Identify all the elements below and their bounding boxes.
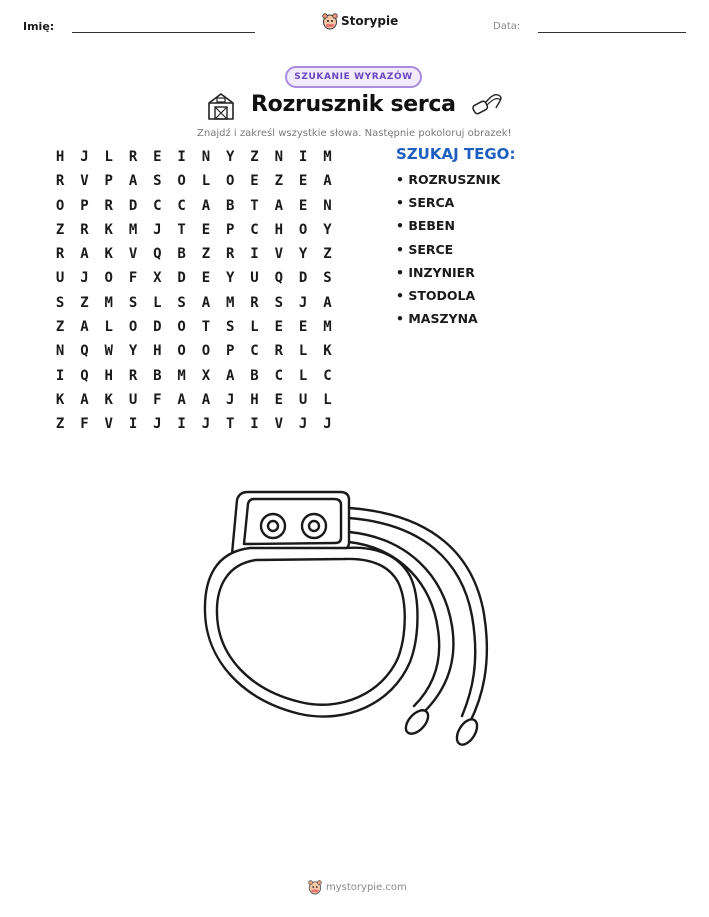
grid-letter[interactable]: J (226, 391, 235, 408)
grid-row (48, 388, 364, 412)
grid-letter[interactable]: Z (55, 319, 65, 336)
grid-letter[interactable]: K (55, 391, 65, 408)
grid-letter[interactable]: T (201, 319, 211, 336)
grid-letter[interactable]: T (226, 416, 235, 433)
grid-row (48, 412, 364, 436)
grid-letter[interactable]: R (128, 149, 138, 165)
footer (308, 879, 407, 895)
grid-letter[interactable]: V (80, 173, 89, 190)
grid-letter[interactable]: A (80, 246, 89, 263)
grid-row (48, 169, 364, 193)
grid-row (48, 266, 364, 290)
grid-letter[interactable]: P (104, 173, 113, 190)
grid-letter[interactable]: O (55, 197, 65, 214)
barn-icon (206, 91, 236, 121)
grid-letter[interactable]: Y (128, 343, 138, 360)
grid-letter[interactable]: T (250, 197, 259, 214)
grid-letter[interactable]: B (177, 246, 186, 263)
grid-letter[interactable]: A (80, 319, 89, 336)
grid-letter[interactable]: Z (250, 149, 259, 165)
grid-letter[interactable]: A (274, 197, 284, 214)
grid-letter[interactable]: C (323, 367, 332, 384)
grid-letter[interactable]: Q (274, 270, 284, 287)
grid-letter[interactable]: M (226, 294, 235, 311)
grid-letter[interactable]: R (55, 173, 65, 190)
grid-letter[interactable]: M (323, 319, 332, 336)
grid-row (48, 291, 364, 315)
grid-letter[interactable]: B (250, 367, 259, 384)
category-badge: SZUKANIE WYRAZÓW (285, 66, 422, 88)
grid-letter[interactable]: L (323, 391, 332, 408)
grid-letter[interactable]: A (128, 173, 138, 190)
grid-letter[interactable]: H (104, 367, 113, 384)
grid-letter[interactable]: L (298, 343, 308, 360)
grid-letter[interactable]: K (104, 391, 113, 408)
grid-letter[interactable]: H (55, 149, 65, 165)
grid-letter[interactable]: P (226, 221, 235, 238)
grid-letter[interactable]: V (274, 416, 284, 433)
grid-letter[interactable]: A (177, 391, 186, 408)
grid-letter[interactable]: Q (153, 246, 162, 263)
grid-letter[interactable]: A (201, 294, 211, 311)
grid-letter[interactable]: R (274, 343, 284, 360)
grid-letter[interactable]: M (128, 221, 138, 238)
storypie-mascot-icon (308, 879, 322, 895)
word-list-item: • MASZYNA (396, 311, 478, 327)
grid-letter[interactable]: K (323, 343, 332, 360)
grid-letter[interactable]: K (104, 221, 113, 238)
grid-letter[interactable]: N (55, 343, 65, 360)
grid-letter[interactable]: E (153, 149, 162, 165)
grid-row (48, 218, 364, 242)
grid-letter[interactable]: A (323, 173, 332, 190)
grid-letter[interactable]: Z (55, 221, 65, 238)
grid-letter[interactable]: E (274, 319, 284, 336)
grid-letter[interactable]: Y (323, 221, 332, 238)
date-label: Data: (493, 21, 521, 32)
grid-letter[interactable]: E (250, 173, 259, 190)
grid-letter[interactable]: N (201, 149, 211, 165)
grid-row (48, 145, 364, 169)
grid-letter[interactable]: I (55, 367, 65, 384)
grid-letter[interactable]: E (298, 173, 308, 190)
grid-letter[interactable]: Z (55, 416, 65, 433)
grid-letter[interactable]: V (128, 246, 138, 263)
grid-letter[interactable]: Y (298, 246, 308, 263)
grid-letter[interactable]: B (226, 197, 235, 214)
grid-letter[interactable]: L (250, 319, 259, 336)
grid-letter[interactable]: C (250, 343, 259, 360)
name-line[interactable] (72, 32, 255, 33)
grid-letter[interactable]: S (128, 294, 138, 311)
grid-letter[interactable]: X (153, 270, 162, 287)
word-list-item: • BEBEN (396, 218, 455, 234)
grid-letter[interactable]: A (323, 294, 332, 311)
grid-letter[interactable]: Z (201, 246, 211, 263)
grid-letter[interactable]: I (128, 416, 138, 433)
grid-letter[interactable]: U (128, 391, 138, 408)
grid-letter[interactable]: J (153, 221, 162, 238)
grid-letter[interactable]: O (226, 173, 235, 190)
grid-letter[interactable]: S (226, 319, 235, 336)
grid-letter[interactable]: N (274, 149, 284, 165)
grid-letter[interactable]: U (55, 270, 65, 287)
date-line[interactable] (538, 32, 686, 33)
grid-letter[interactable]: M (323, 149, 332, 165)
grid-letter[interactable]: A (80, 391, 89, 408)
grid-letter[interactable]: L (104, 149, 113, 165)
grid-letter[interactable]: K (104, 246, 113, 263)
grid-letter[interactable]: T (177, 221, 186, 238)
grid-letter[interactable]: I (177, 149, 186, 165)
grid-letter[interactable]: R (226, 246, 235, 263)
grid-letter[interactable]: N (323, 197, 332, 214)
grid-letter[interactable]: E (298, 319, 308, 336)
grid-letter[interactable]: I (298, 149, 308, 165)
word-list-item: • SERCE (396, 241, 454, 257)
grid-letter[interactable]: B (153, 367, 162, 384)
grid-letter[interactable]: I (250, 416, 259, 433)
grid-letter[interactable]: R (104, 197, 113, 214)
grid-letter[interactable]: Z (323, 246, 332, 263)
grid-letter[interactable]: F (80, 416, 89, 433)
grid-letter[interactable]: A (226, 367, 235, 384)
grid-letter[interactable]: O (177, 173, 186, 190)
grid-letter[interactable]: D (177, 270, 186, 287)
grid-row (48, 194, 364, 218)
grid-letter[interactable]: J (80, 149, 89, 165)
pacemaker-icon (470, 91, 504, 119)
grid-letter[interactable]: P (80, 197, 89, 214)
grid-letter[interactable]: U (250, 270, 259, 287)
grid-letter[interactable]: Y (226, 270, 235, 287)
word-list-title: SZUKAJ TEGO: (396, 145, 516, 163)
footer-url[interactable]: mystorypie.com (326, 881, 407, 893)
grid-letter[interactable]: I (250, 246, 259, 263)
grid-letter[interactable]: E (298, 197, 308, 214)
name-label: Imię: (23, 20, 55, 33)
grid-letter[interactable]: E (201, 221, 211, 238)
grid-letter[interactable]: Y (226, 149, 235, 165)
grid-letter[interactable]: L (201, 173, 211, 190)
grid-letter[interactable]: J (201, 416, 211, 433)
grid-letter[interactable]: S (274, 294, 284, 311)
grid-letter[interactable]: O (201, 343, 211, 360)
grid-letter[interactable]: H (250, 391, 259, 408)
grid-letter[interactable]: S (177, 294, 186, 311)
grid-letter[interactable]: L (298, 367, 308, 384)
grid-letter[interactable]: O (298, 221, 308, 238)
grid-letter[interactable]: Q (80, 367, 89, 384)
grid-letter[interactable]: F (153, 391, 162, 408)
grid-letter[interactable]: H (153, 343, 162, 360)
grid-letter[interactable]: O (177, 343, 186, 360)
grid-letter[interactable]: S (323, 270, 332, 287)
grid-letter[interactable]: I (177, 416, 186, 433)
grid-letter[interactable]: V (104, 416, 113, 433)
word-search-grid (48, 145, 364, 437)
word-list-item: • STODOLA (396, 288, 476, 303)
grid-letter[interactable]: U (298, 391, 308, 408)
grid-letter[interactable]: P (226, 343, 235, 360)
grid-letter[interactable]: R (128, 367, 138, 384)
grid-letter[interactable]: L (104, 319, 113, 336)
word-list-item: • SERCA (396, 195, 455, 211)
grid-letter[interactable]: C (274, 367, 284, 384)
grid-letter[interactable]: E (201, 270, 211, 287)
grid-letter[interactable]: W (104, 343, 113, 360)
grid-letter[interactable]: S (55, 294, 65, 311)
grid-row (48, 364, 364, 388)
storypie-mascot-icon (322, 12, 338, 30)
instructions: Znajdź i zakreśl wszystkie słowa. Następnie pokoloruj obrazek! (197, 128, 512, 139)
grid-letter[interactable]: A (201, 391, 211, 408)
grid-letter[interactable]: C (250, 221, 259, 238)
grid-letter[interactable]: Z (80, 294, 89, 311)
grid-letter[interactable]: J (80, 270, 89, 287)
grid-letter[interactable]: L (153, 294, 162, 311)
grid-row (48, 315, 364, 339)
grid-letter[interactable]: Z (274, 173, 284, 190)
brand-name: Storypie (341, 14, 399, 28)
grid-letter[interactable]: A (201, 197, 211, 214)
grid-letter[interactable]: Q (80, 343, 89, 360)
grid-letter[interactable]: O (128, 319, 138, 336)
grid-letter[interactable]: D (153, 319, 162, 336)
grid-letter[interactable]: M (104, 294, 113, 311)
brand-logo (322, 12, 398, 30)
grid-letter[interactable]: C (153, 197, 162, 214)
grid-letter[interactable]: O (177, 319, 186, 336)
grid-letter[interactable]: R (250, 294, 259, 311)
page-title: Rozrusznik serca (251, 92, 456, 117)
grid-letter[interactable]: D (298, 270, 308, 287)
word-list-item: • INZYNIER (396, 264, 475, 280)
grid-letter[interactable]: F (128, 270, 138, 287)
grid-letter[interactable]: M (177, 367, 186, 384)
grid-letter[interactable]: D (128, 197, 138, 214)
grid-letter[interactable]: E (274, 391, 284, 408)
grid-row (48, 242, 364, 266)
grid-letter[interactable]: V (274, 246, 284, 263)
grid-letter[interactable]: S (153, 173, 162, 190)
grid-letter[interactable]: J (153, 416, 162, 433)
grid-letter[interactable]: J (298, 294, 308, 311)
grid-letter[interactable]: H (274, 221, 284, 238)
grid-letter[interactable]: X (201, 367, 211, 384)
grid-letter[interactable]: O (104, 270, 113, 287)
grid-letter[interactable]: C (177, 197, 186, 214)
grid-letter[interactable]: R (55, 246, 65, 263)
grid-letter[interactable]: J (298, 416, 308, 433)
grid-row (48, 339, 364, 363)
word-list-item: • ROZRUSZNIK (396, 172, 501, 187)
grid-letter[interactable]: R (80, 221, 89, 238)
pacemaker-coloring-illustration (196, 486, 516, 762)
grid-letter[interactable]: J (323, 416, 332, 433)
